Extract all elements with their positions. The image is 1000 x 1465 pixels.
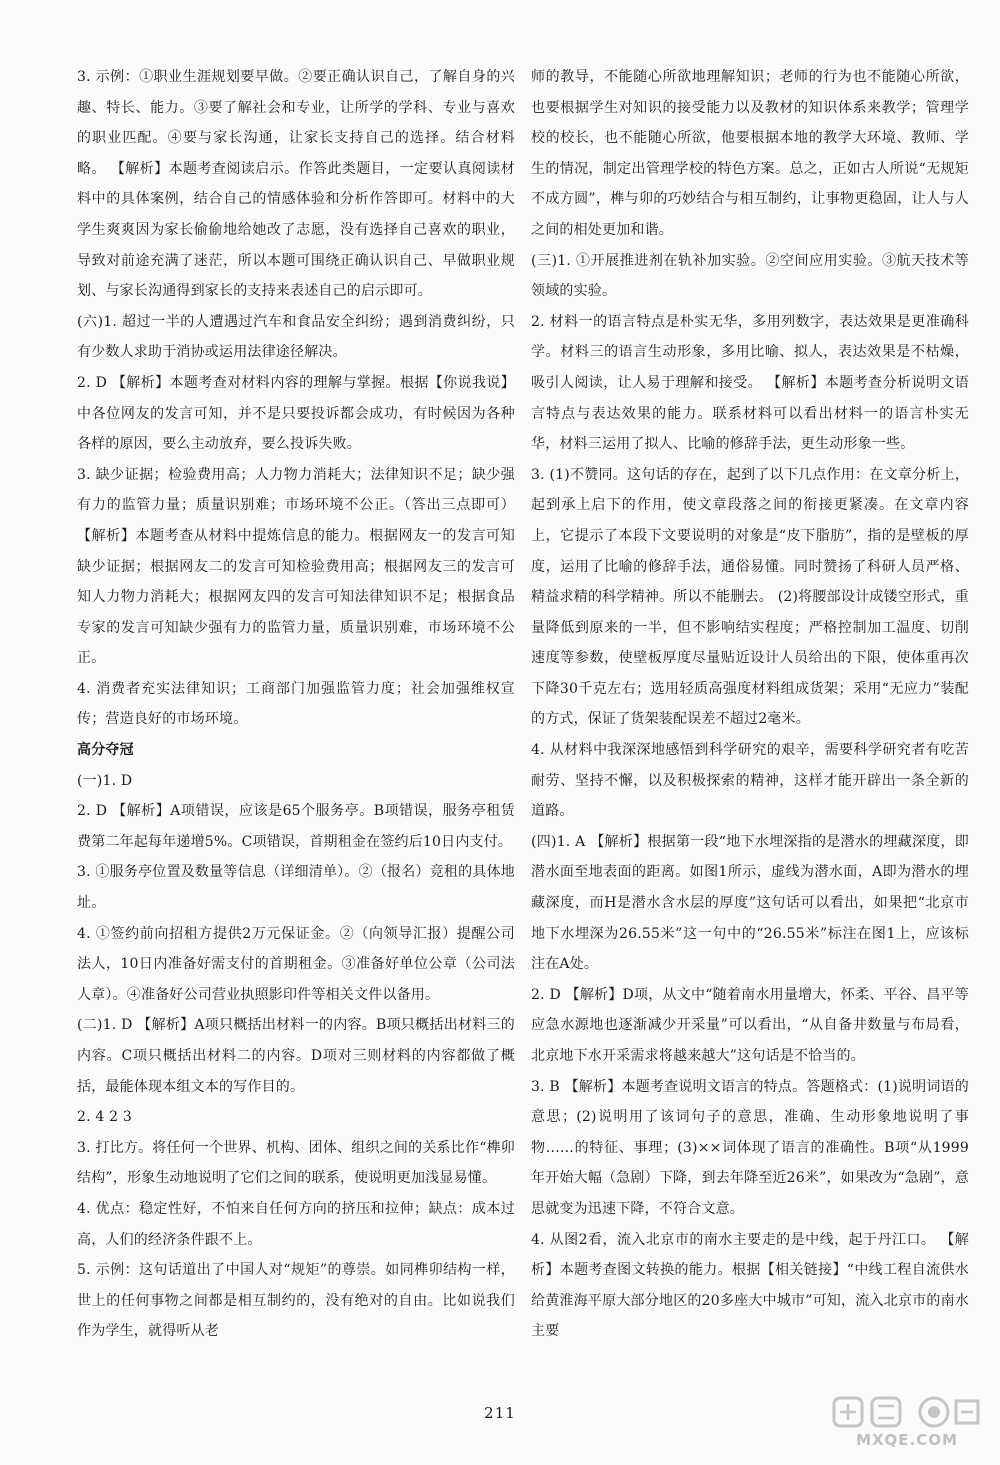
answer-paragraph: 4. 从图2看，流入北京市的南水主要走的是中线，起于丹江口。 【解析】本题考查图文转换的能力。根据【相关链接】“中线工程自流供水给黄淮海平原大部分地区的20多座大中城市”可知，流入北京市的南水主要 — [531, 1231, 969, 1340]
left-column — [77, 62, 515, 1347]
section-heading: 高分夺冠 — [77, 742, 134, 759]
answer-paragraph: 3. 打比方。将任何一个世界、机构、团体、组织之间的关系比作“榫卯结构”，形象生动地说明了它们之间的联系，使说明更加浅显易懂。 — [77, 1139, 515, 1187]
answer-paragraph: 5. 示例：这句话道出了中国人对“规矩”的尊崇。如同榫卯结构一样，世上的任何事物之间都是相互制约的，没有绝对的自由。比如说我们作为学生，就得听从老 — [77, 1262, 515, 1340]
answer-paragraph: 3. ①服务亭位置及数量等信息（详细清单）。②（报名）竞租的具体地址。 — [77, 864, 515, 912]
answer-paragraph: 师的教导，不能随心所欲地理解知识；老师的行为也不能随心所欲，也要根据学生对知识的接受能力以及教材的知识体系来教学；管理学校的校长，也不能随心所欲，他要根据本地的教学大环境、教师、学生的情况，制定出管理学校的特色方案。总之，正如古人所说“无规矩不成方圆”，榫与卯的巧妙结合与相互制约，让事物更稳固，让人与人之间的相处更加和谐。 — [531, 69, 969, 238]
answer-paragraph: 2. D 【解析】D项，从文中“随着南水用量增大，怀柔、平谷、昌平等应急水源地也逐渐减少开采量”可以看出，“从自备井数量与布局看，北京地下水开采需求将越来越大”这句话是不恰当的。 — [531, 986, 969, 1064]
watermark-logo-icon — [832, 1395, 982, 1429]
answer-paragraph: 4. 优点：稳定性好，不怕来自任何方向的挤压和拉伸；缺点：成本过高，人们的经济条件跟不上。 — [77, 1200, 515, 1248]
answer-paragraph: 3. (1)不赞同。这句话的存在，起到了以下几点作用：在文章分析上，起到承上启下的作用，使文章段落之间的衔接更紧凑。在文章内容上，它提示了本段下文要说明的对象是“皮下脂肪”，指的是壁板的厚度，运用了比喻的修辞手法，通俗易懂。同时赞扬了科研人员严格、精益求精的科学精神。所以不能删去。 (2)将腰部设计成镂空形式，重量降低到原来的一半，但不影响结实程度；严格控制加工温度、切削速度等参数，使壁板厚度尽量贴近设计人员给出的下限，使体重再次下降30千克左右；选用轻质高强度材料组成货架；采用“无应力”装配的方式，保证了货架装配误差不超过2毫米。 — [531, 466, 969, 728]
answer-paragraph: 2. 4 2 3 — [77, 1109, 133, 1126]
answer-paragraph: (一)1. D — [77, 772, 133, 789]
answer-paragraph: 4. 消费者充实法律知识；工商部门加强监管力度；社会加强维权宣传；营造良好的市场环境。 — [77, 680, 515, 728]
page-number: 211 — [484, 1404, 516, 1422]
answer-paragraph: 3. 缺少证据；检验费用高；人力物力消耗大；法律知识不足；缺少强有力的监管力量；质量识别难；市场环境不公正。（答出三点即可） 【解析】本题考查从材料中提炼信息的能力。根据网友一的发言可知缺少证据；根据网友二的发言可知检验费用高；根据网友三的发言可知人力物力消耗大；根据网友四的发言可知法律知识不足；根据食品专家的发言可知缺少强有力的监管力量，质量识别难，市场环境不公正。 — [77, 466, 515, 667]
answer-paragraph: 2. 材料一的语言特点是朴实无华，多用列数字，表达效果是更准确科学。材料三的语言生动形象，多用比喻、拟人，表达效果是不枯燥，吸引人阅读，让人易于理解和接受。 【解析】本题考查分析说明文语言特点与表达效果的能力。联系材料可以看出材料一的语言朴实无华，材料三运用了拟人、比喻的修辞手法，更生动形象一些。 — [531, 313, 969, 453]
answer-paragraph: 2. D 【解析】A项错误，应该是65个服务亭。B项错误，服务亭租赁费第二年起每年递增5%。C项错误，首期租金在签约后10日内支付。 — [77, 803, 515, 850]
right-column — [531, 62, 969, 1347]
answer-paragraph: 2. D 【解析】本题考查对材料内容的理解与掌握。根据【你说我说】中各位网友的发言可知，并不是只要投诉都会成功，有时候因为各种各样的原因，要么主动放弃，要么投诉失败。 — [77, 374, 515, 453]
answer-paragraph: (三)1. ①开展推进剂在轨补加实验。②空间应用实验。③航天技术等领域的实验。 — [531, 252, 969, 300]
answer-paragraph: (二)1. D 【解析】A项只概括出材料一的内容。B项只概括出材料三的内容。C项只概括出材料二的内容。D项对三则材料的内容都做了概括，最能体现本组文本的写作目的。 — [77, 1017, 515, 1095]
site-watermark — [832, 1393, 982, 1449]
answer-paragraph: 3. 示例：①职业生涯规划要早做。②要正确认识自己，了解自身的兴趣、特长、能力。③要了解社会和专业，让所学的学科、专业与喜欢的职业匹配。④要与家长沟通，让家长支持自己的选择。结合材料略。 【解析】本题考查阅读启示。作答此类题目，一定要认真阅读材料中的具体案例，结合自己的情感体验和分析作答即可。材料中的大学生爽爽因为家长偷偷地给她改了志愿，没有选择自己喜欢的职业，导致对前途充满了迷茫，所以本题可围绕正确认识自己、早做职业规划、与家长沟通得到家长的支持来表述自己的启示即可。 — [77, 69, 515, 300]
answer-paragraph: (四)1. A 【解析】根据第一段“地下水埋深指的是潜水的埋藏深度，即潜水面至地表面的距离。如图1所示，虚线为潜水面，A即为潜水的埋藏深度，而H是潜水含水层的厚度”这句话可以看出，如果把“北京市地下水埋深为26.55米”这一句中的“26.55米”标注在图1上，应该标注在A处。 — [531, 833, 969, 973]
answer-paragraph: 4. ①签约前向招租方提供2万元保证金。②（向领导汇报）提醒公司法人，10日内准备好需支付的首期租金。③准备好单位公章（公司法人章）。④准备好公司营业执照影印件等相关文件以备用。 — [77, 925, 515, 1003]
answer-paragraph: 3. B 【解析】本题考查说明文语言的特点。答题格式：(1)说明词语的意思；(2)说明用了该词句子的意思，准确、生动形象地说明了事物……的特征、事理；(3)××词体现了语言的准确性。B项“从1999年开始大幅（急剧）下降，到去年降至近26米”，如果改为“急剧”，意思就变为迅速下降，不符合文意。 — [531, 1078, 969, 1217]
answer-paragraph: (六)1. 超过一半的人遭遇过汽车和食品安全纠纷；遇到消费纠纷，只有少数人求助于消协或运用法律途径解决。 — [77, 313, 515, 361]
answer-paragraph: 4. 从材料中我深深地感悟到科学研究的艰辛，需要科学研究者有吃苦耐劳、坚持不懈，以及积极探索的精神，这样才能开辟出一条全新的道路。 — [531, 742, 969, 820]
watermark-label: MXQE.COM — [856, 1431, 958, 1449]
